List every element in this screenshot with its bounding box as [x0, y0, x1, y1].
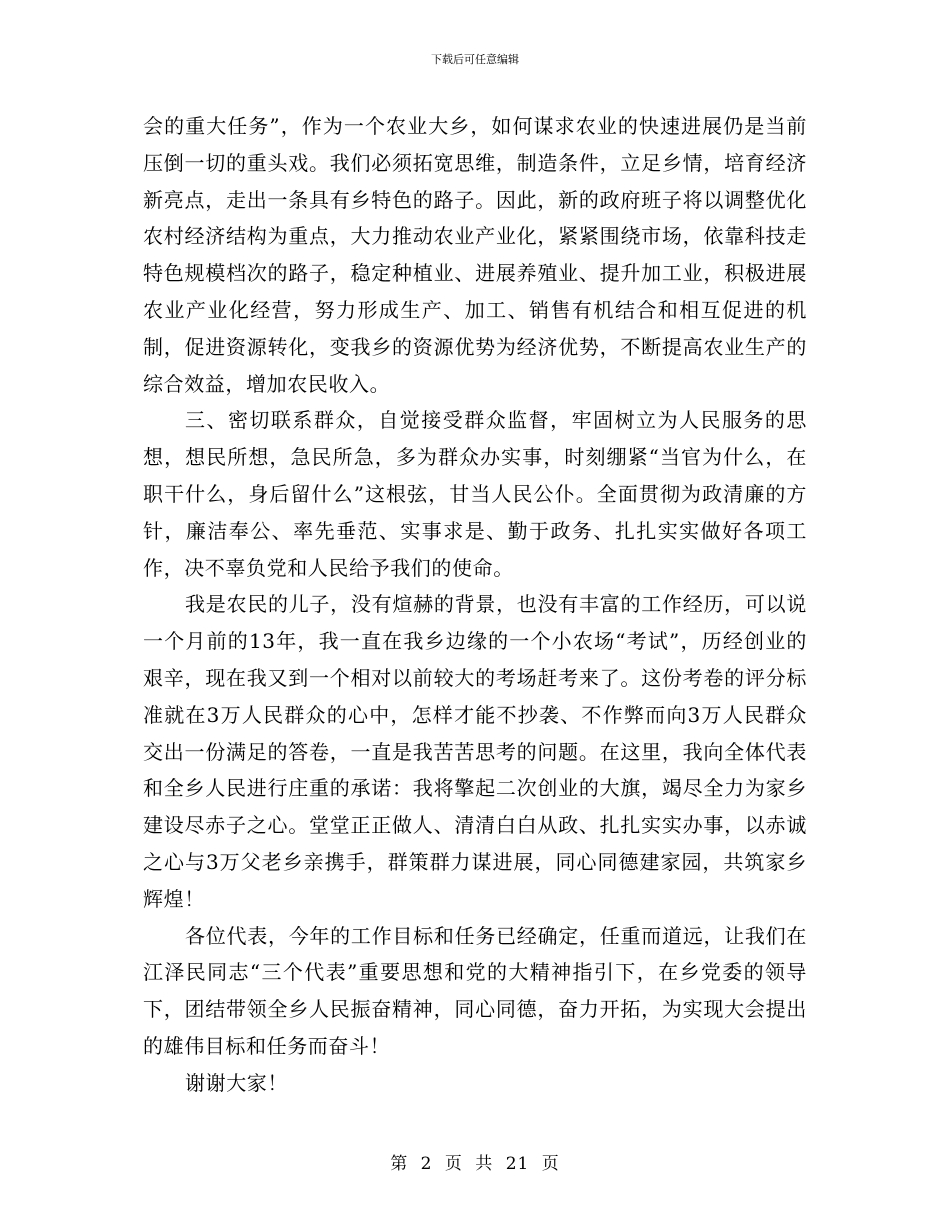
page-number-footer: 第 2 页 共 21 页: [390, 1154, 560, 1174]
paragraph-personal-pledge: 我是农民的儿子，没有煊赫的背景，也没有丰富的工作经历，可以说一个月前的13年，我一直在我乡边缘的一个小农场“考试”，历经创业的艰辛，现在我又到一个相对以前较大的考场赶考来了。这份考卷的评分标准就在3万人民群众的心中，怎样才能不抄袭、不作弊而向3万人民群众交出一份满足的答卷，一直是我苦苦思考的问题。在这里，我向全体代表和全乡人民进行庄重的承诺：我将擎起二次创业的大旗，竭尽全力为家乡建设尽赤子之心。堂堂正正做人、清清白白从政、扎扎实实办事，以赤诚之心与3万父老乡亲携手，群策群力谋进展，同心同德建家园，共筑家乡辉煌！: [143, 592, 807, 911]
paragraph-contact-masses: 三、密切联系群众，自觉接受群众监督，牢固树立为人民服务的思想，想民所想，急民所急，多为群众办实事，时刻绷紧“当官为什么，在职干什么，身后留什么”这根弦，甘当人民公仆。全面贯彻为政清廉的方针，廉洁奉公、率先垂范、实事求是、勤于政务、扎扎实实做好各项工作，决不辜负党和人民给予我们的使命。: [143, 408, 807, 580]
page-header: 下载后可任意编辑: [431, 53, 519, 66]
paragraph-thanks: 谢谢大家！: [185, 1070, 288, 1095]
document-body: [143, 108, 807, 1102]
paragraph-agriculture: 会的重大任务”，作为一个农业大乡，如何谋求农业的快速进展仍是当前压倒一切的重头戏。我们必须拓宽思维，制造条件，立足乡情，培育经济新亮点，走出一条具有乡特色的路子。因此，新的政府班子将以调整优化农村经济结构为重点，大力推动农业产业化，紧紧围绕市场，依靠科技走特色规模档次的路子，稳定种植业、进展养殖业、提升加工业，积极进展农业产业化经营，努力形成生产、加工、销售有机结合和相互促进的机制，促进资源转化，变我乡的资源优势为经济优势，不断提高农业生产的综合效益，增加农民收入。: [143, 114, 807, 396]
paragraph-call-to-action: 各位代表，今年的工作目标和任务已经确定，任重而道远，让我们在江泽民同志“三个代表”重要思想和党的大精神指引下，在乡党委的领导下，团结带领全乡人民振奋精神，同心同德，奋力开拓，为实现大会提出的雄伟目标和任务而奋斗！: [143, 923, 807, 1058]
